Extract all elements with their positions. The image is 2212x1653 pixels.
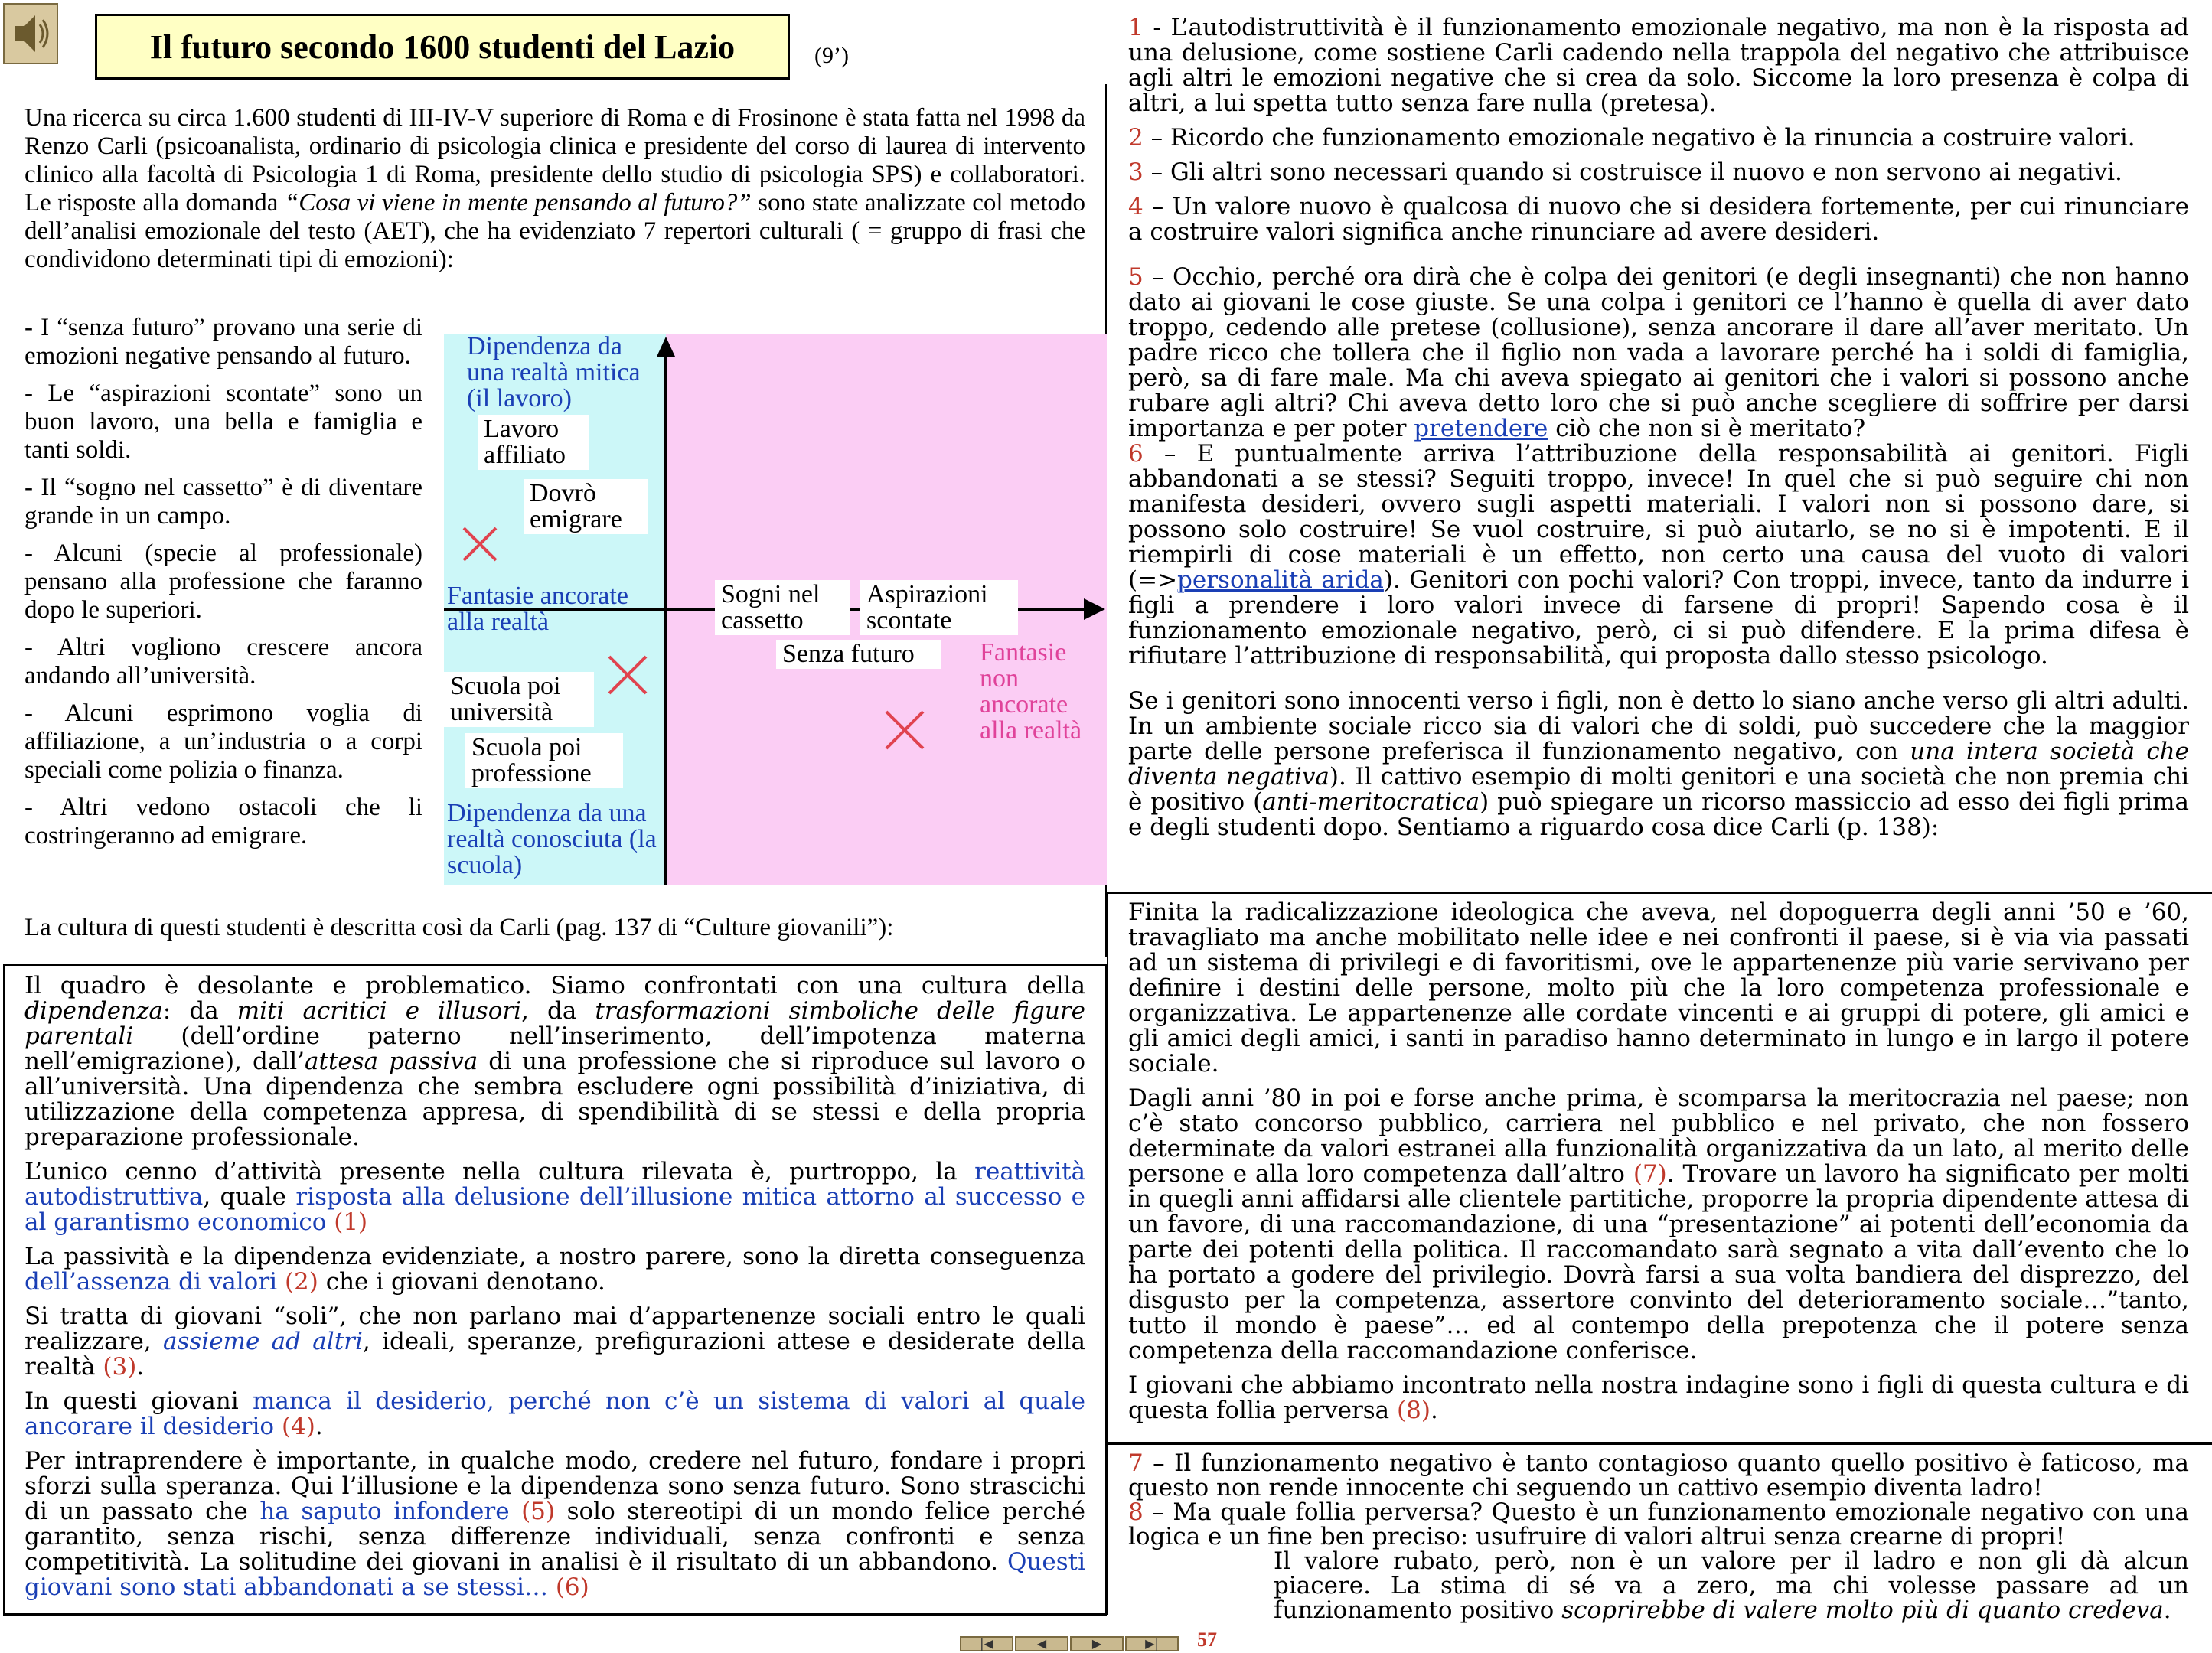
note-ref-3[interactable]: (3) <box>103 1353 137 1381</box>
link-pretendere[interactable]: pretendere <box>1414 415 1548 442</box>
box-scuola-professione: Scuola poi professione <box>465 733 623 788</box>
quote2-paragraph: I giovani che abbiamo incontrato nella nostra indagine sono i figli di questa cultura e di questa follia perversa (8). <box>1128 1371 2189 1424</box>
nav-prev-button[interactable] <box>1015 1636 1068 1651</box>
link-saputo-infondere[interactable]: ha saputo infondere <box>259 1498 510 1525</box>
page-title: Il futuro secondo 1600 studenti del Lazio <box>149 28 736 66</box>
list-item: - Altri vogliono crescere ancora andando all’università. <box>24 634 422 690</box>
repertoire-list <box>24 314 422 859</box>
list-item: - Altri vedono ostacoli che li costringeranno ad emigrare. <box>24 794 422 849</box>
note-2: 2 – Ricordo che funzionamento emozionale negativo è la rinuncia a costruire valori. <box>1128 124 2135 152</box>
list-item: - Il “sogno nel cassetto” è di diventare grande in un campo. <box>24 474 422 530</box>
note-ref-4[interactable]: (4) <box>281 1413 315 1440</box>
box-sogni-nel-cassetto: Sogni nel cassetto <box>715 580 850 635</box>
box-aspirazioni-scontate: Aspirazioni scontate <box>860 580 1018 635</box>
link-manca-desiderio[interactable]: manca il desiderio, perché non c’è un sistema di valori al quale ancorare il desiderio <box>24 1387 1086 1440</box>
note-3: 3 – Gli altri sono necessari quando si costruisce il nuovo e non servono ai negativi. <box>1128 158 2122 186</box>
notes2 <box>1128 1451 2189 1622</box>
carli-quote2 <box>1128 900 2189 1433</box>
box-dovro-emigrare: Dovrò emigrare <box>524 479 648 534</box>
axis-label-bottom: Dipendenza da una realtà conosciuta (la scuola) <box>447 799 657 879</box>
cross-mark <box>461 525 499 563</box>
intro-paragraph: Una ricerca su circa 1.600 studenti di III-IV-V superiore di Roma e di Frosinone è stata fatta nel 1998 da Renzo Carli (psicoanalista, ordinario di psicologia clinica e presidente del corso di laurea di intervento clinico alla facoltà di Psicologia 1 di Roma, presidente dello studio di psicologia SPS) e collaboratori. Le risposte alla domanda “Cosa vi viene in mente pensando al futuro?” sono state analizzate col metodo dell’analisi emozionale del testo (AET), che ha evidenziato 7 repertori culturali ( = gruppo di frasi che condividono determinati tipi di emozioni): <box>24 104 1085 273</box>
bottom-rule <box>3 1615 1107 1616</box>
list-item: - Le “aspirazioni scontate” sono un buon lavoro, una bella e famiglia e tanti soldi. <box>24 380 422 464</box>
note-ref-5[interactable]: (5) <box>521 1498 556 1525</box>
notes-column <box>1128 15 2189 840</box>
cross-mark <box>883 709 926 752</box>
page-title-box <box>95 14 790 80</box>
first-page-icon: |◀ <box>980 1636 993 1651</box>
link-personalita-arida[interactable]: personalità arida <box>1177 566 1384 594</box>
axis-label-top: Dipendenza da una realtà mitica (il lavoro) <box>467 332 641 412</box>
note-ref-8[interactable]: (8) <box>1397 1397 1431 1424</box>
note-7: 7 – Il funzionamento negativo è tanto contagioso quanto quello positivo è faticoso, ma questo non rende innocente chi seguendo un cattivo esempio diventa ladro! <box>1128 1449 2189 1501</box>
box-lavoro-affiliato: Lavoro affiliato <box>478 415 589 470</box>
carli-quote <box>24 973 1085 1609</box>
list-item: - I “senza futuro” provano una serie di emozioni negative pensando al futuro. <box>24 314 422 370</box>
quote-paragraph: Il quadro è desolante e problematico. Siamo confrontati con una cultura della dipendenza: da miti acritici e illusori, da trasformazioni simboliche delle figure parentali (dell’ordine paterno nell’inserimento, dell’impotenza materna nell’emigrazione), dall’attesa passiva di una professione che si riproduce sul lavoro o all’università. Una dipendenza che sembra escludere ogni possibilità d’iniziativa, di utilizzazione della competenza appresa, di spendibilità di se stessi e della propria preparazione professionale. <box>24 972 1086 1151</box>
note-4: 4 – Un valore nuovo è qualcosa di nuovo che si desidera fortemente, per cui rinunciare a costruire valori significa anche rinunciare ad avere desideri. <box>1128 193 2190 246</box>
closing-line: La cultura di questi studenti è descritta così da Carli (pag. 137 di “Culture giovanili”): <box>24 914 894 941</box>
quote-paragraph: In questi giovani manca il desiderio, perché non c’è un sistema di valori al quale ancorare il desiderio (4). <box>24 1387 1086 1440</box>
link-assieme-altri[interactable]: assieme ad altri <box>163 1328 363 1355</box>
speaker-button[interactable] <box>3 3 58 64</box>
speaker-icon <box>5 5 57 63</box>
list-item: - Alcuni esprimono voglia di affiliazione, a un’industria o a corpi speciali come polizia o finanza. <box>24 699 422 784</box>
quote-paragraph: La passività e la dipendenza evidenziate, a nostro parere, sono la diretta conseguenza dell’assenza di valori (2) che i giovani denotano. <box>24 1243 1085 1296</box>
box-senza-futuro: Senza futuro <box>776 640 941 669</box>
note-5: 5 – Occhio, perché ora dirà che è colpa dei genitori (e degli insegnanti) che non hanno dato ai giovani le cose giuste. Se una colpa i genitori ce l’hanno è quella di aver dato troppo, cedendo alle pretese (collusione), senza ancorare il dare all’aver meritato. Un padre ricco che tollera che il figlio non vada a lavorare perché ha i soldi di famiglia, però, sa di fare male. Ma chi aveva spiegato ai genitori che i valori si possono anche rubare agli altri? Chi aveva detto loro che si può anche scegliere di soffrire per darsi importanza e per poter pretendere ciò che non si è meritato? <box>1128 263 2189 442</box>
link-abbandonati[interactable]: Questi giovani sono stati abbandonati a se stessi… <box>24 1548 1085 1601</box>
link-risposta-delusione[interactable]: risposta alla delusione dell’illusione mitica attorno al successo e al garantismo economico <box>24 1183 1086 1236</box>
note-1: 1 - L’autodistruttività è il funzionamento emozionale negativo, ma non è la risposta ad una delusione, come sostiene Carli cadendo nella trappola del negativo che attribuisce agli altri le emozioni negative che si crea da solo. Siccome la loro presenza è colpa di altri, a lui spetta tutto senza fare nulla (pretesa). <box>1128 14 2189 117</box>
prev-page-icon: ◀ <box>1036 1636 1047 1651</box>
cross-mark <box>606 654 649 696</box>
axis-label-left: Fantasie ancorate alla realtà <box>447 582 628 636</box>
quote-paragraph: L’unico cenno d’attività presente nella cultura rilevata è, purtroppo, la reattività autodistruttiva, quale risposta alla delusione dell’illusione mitica attorno al successo e al garantismo economico (1) <box>24 1158 1086 1236</box>
quote-paragraph: Si tratta di giovani “soli”, che non parlano mai d’appartenenze sociali entro le quali realizzare, assieme ad altri, ideali, speranze, prefigurazioni attese e desiderate della realtà (3). <box>24 1303 1085 1381</box>
nav-first-button[interactable] <box>960 1636 1013 1651</box>
emotional-map-diagram <box>444 334 1107 885</box>
link-assenza-valori[interactable]: dell’assenza di valori <box>24 1268 278 1296</box>
quote-paragraph: Per intraprendere è importante, in qualche modo, credere nel futuro, fondare i propri sforzi sulla speranza. Qui l’illusione e la dipendenza sono senza futuro. Sono strascichi di un passato che ha saputo infondere (5) solo stereotipi di un mondo felice perché garantito, senza rischi, senza differenze individuali, senza confronti e senza competitività. La solitudine dei giovani in analisi è il risultato di un abbandono. Questi giovani sono stati abbandonati a se stessi… (6) <box>24 1447 1086 1601</box>
list-item: - Alcuni (specie al professionale) pensano alla professione che faranno dopo le superiori. <box>24 540 422 624</box>
next-page-icon: ▶ <box>1091 1636 1102 1651</box>
quote2-paragraph: Finita la radicalizzazione ideologica che aveva, nel dopoguerra degli anni ’50 e ’60, travagliato ma anche mobilitato nelle idee e nei confronti il paese, si è via via passati ad un sistema di privilegi e di favoritismi, ove le appartenenze più varie servivano per definire i destini delle persone, molto più che la loro competenza professionale e organizzativa. Le appartenenze alle cordate vincenti e ai gruppi di potere, gli amici e gli amici degli amici, i santi in paradiso hanno determinato in lungo e in largo il potere sociale. <box>1128 898 2189 1078</box>
note-8-continued: Il valore rubato, però, non è un valore per il ladro e non gli dà alcun piacere. La stima di sé va a zero, ma chi volesse passare ad un funzionamento positivo scoprirebbe di valere molto più di quanto credeva. <box>1274 1547 2189 1624</box>
note-ref-2[interactable]: (2) <box>284 1268 318 1296</box>
note-8: 8 – Ma quale follia perversa? Questo è un funzionamento emozionale negativo con una logica e un fine ben preciso: usufruire di valori altrui senza crearne di propri! <box>1128 1498 2189 1550</box>
page-number: 57 <box>1197 1629 1217 1651</box>
last-page-icon: ▶| <box>1145 1636 1159 1651</box>
note-ref-7[interactable]: (7) <box>1633 1160 1667 1188</box>
link-autodistruttiva[interactable]: reattività autodistruttiva <box>24 1158 1085 1211</box>
axis-label-right: Fantasie non ancorate alla realtà <box>980 638 1082 745</box>
quote2-paragraph: Dagli anni ’80 in poi e forse anche prima, è scomparsa la meritocrazia nel paese; non c’è stato concorso pubblico, carriera nel pubblico e nel privato, che non fossero determinate da valori estranei alla funzionalità organizzativa da un lato, al merito delle persone e alla loro competenza dall’altro (7). Trovare un lavoro ha significato per molti in quegli anni affidarsi alle clientele partitiche, proporre la propria dipendente attesa di un favore, di una raccomandazione, di una “presentazione” ai potenti dell’economia da parte dei potenti della politica. Il raccomandato sarà segnato a vita dall’evento che lo ha portato a godere del privilegio. Dovrà farsi a sua volta bandiera del disprezzo, del disgusto per la competenza, assertore convinto del deterioramento sociale…”tanto, tutto il mondo è paese”… ed al contempo della prepotenza che il potere senza competenza della raccomandazione conferisce. <box>1128 1084 2189 1364</box>
duration-label: (9’) <box>814 43 849 68</box>
commentary-paragraph: Se i genitori sono innocenti verso i figli, non è detto lo siano anche verso gli altri adulti. In un ambiente sociale ricco sia di valori che di soldi, può succedere che la maggior parte delle persone preferisca il funzionamento negativo, con una intera società che diventa negativa). Il cattivo esempio di molti genitori e una società che non premia chi è positivo (anti-meritocratica) può spiegare un ricorso massiccio ad esso dei figli prima e degli studenti dopo. Sentiamo a riguardo cosa dice Carli (p. 138): <box>1128 687 2189 841</box>
box-scuola-universita: Scuola poi università <box>444 672 594 727</box>
note-ref-6[interactable]: (6) <box>555 1573 589 1601</box>
nav-next-button[interactable] <box>1070 1636 1124 1651</box>
note-ref-1[interactable]: (1) <box>334 1208 368 1236</box>
nav-last-button[interactable] <box>1125 1636 1179 1651</box>
note-6: 6 – E puntualmente arriva l’attribuzione della responsabilità ai genitori. Figli abbandonati a se stessi? Seguiti troppo, invece! In quel che si può seguire chi non manifesta desideri, ovvero sugli aspetti materiali. I valori non si possono dare, si possono solo costruire! Se vuol costruire, si può aiutarlo, se no si è impotenti. E il riempirli di cose materiali è un effetto, non certo una causa del vuoto di valori (=>personalità arida). Genitori con pochi valori? Con troppi, invece, tanto da indurre i figli a prendere i loro valori invece di farsene di propri! Sapendo cosa è il funzionamento emozionale negativo, però, ci si può difendere. E la prima difesa è rifiutare l’attribuzione di responsabilità, qui proposta dallo stesso psicologo. <box>1128 440 2189 670</box>
